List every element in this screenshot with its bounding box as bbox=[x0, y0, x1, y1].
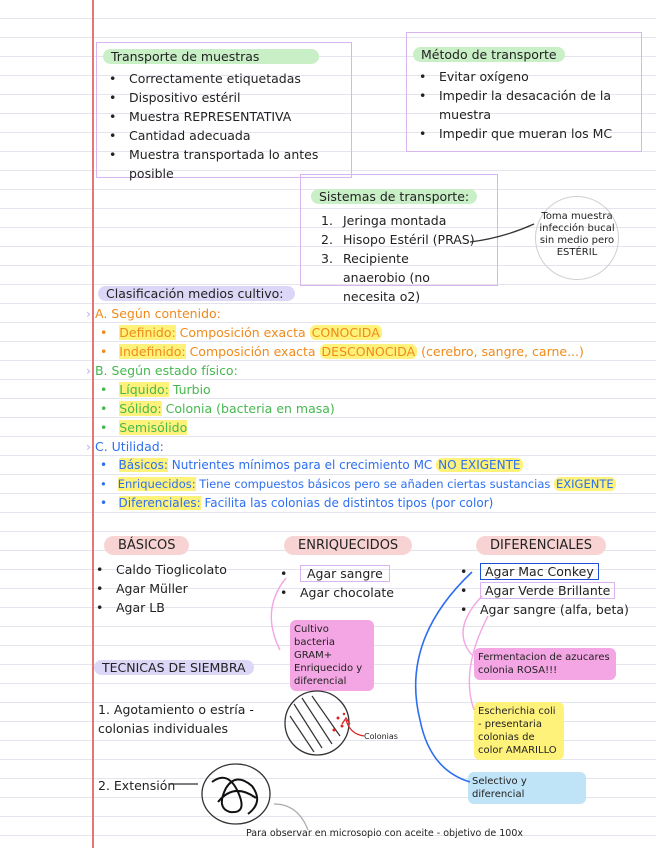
section-b-title: B. Según estado físico: bbox=[94, 363, 238, 378]
basicos-list bbox=[88, 560, 268, 617]
extension-plate-icon bbox=[168, 762, 278, 832]
list-item: • Agar LB bbox=[88, 598, 268, 617]
tecnicas-footer-note: Para observar en microsopio con aceite - objetivo de 100x bbox=[246, 828, 523, 839]
transporte-muestras-box bbox=[96, 42, 352, 181]
list-item: • Líquido: Turbio bbox=[100, 382, 211, 397]
diferenciales-note-amarillo: Escherichia coli - presentaria colonias de color AMARILLO bbox=[474, 702, 564, 760]
sistemas-transporte-list bbox=[321, 211, 491, 306]
sistemas-transporte-title: Sistemas de transporte: bbox=[311, 189, 477, 204]
clasificacion-section-b bbox=[86, 361, 646, 437]
clasificacion-section-a bbox=[86, 304, 646, 361]
list-item: 2. Hisopo Estéril (PRAS) bbox=[321, 232, 475, 247]
enriquecidos-title: ENRIQUECIDOS bbox=[284, 536, 412, 555]
diferenciales-note-rosa: Fermentacion de azucares colonia ROSA!!! bbox=[474, 648, 616, 680]
list-item: • Semisólido bbox=[100, 420, 188, 435]
list-item: • Cantidad adecuada bbox=[101, 126, 347, 145]
list-item: • Definido: Composición exacta CONOCIDA bbox=[100, 325, 380, 340]
metodo-transporte-title: Método de transporte bbox=[413, 47, 565, 62]
section-a-title: A. Según contenido: bbox=[94, 306, 221, 321]
list-item: • Muestra transportada lo antes posible bbox=[101, 145, 329, 183]
list-item: • Caldo Tioglicolato bbox=[88, 560, 268, 579]
list-item: • Impedir que mueran los MC bbox=[411, 124, 633, 143]
tecnicas-title: TECNICAS DE SIEMBRA bbox=[94, 660, 254, 675]
list-item: • Diferenciales: Facilita las colonias de distintos tipos (por color) bbox=[100, 496, 494, 510]
list-item: • Evitar oxígeno bbox=[411, 67, 633, 86]
footer-arrow bbox=[268, 796, 314, 832]
tecnicas-item-agotamiento: 1. Agotamiento o estría - colonias individuales bbox=[98, 702, 254, 736]
transporte-muestras-list bbox=[101, 69, 347, 183]
list-item: • Dispositivo estéril bbox=[101, 88, 347, 107]
esteril-note: Toma muestra infección bucal sin medio pero ESTÉRIL bbox=[535, 196, 619, 280]
list-item: • Indefinido: Composición exacta DESCONOCIDA (cerebro, sangre, carne...) bbox=[100, 344, 584, 359]
list-item: 1. Jeringa montada bbox=[321, 213, 447, 228]
list-item: • Agar chocolate bbox=[272, 583, 452, 602]
colonias-label: Colonias bbox=[364, 732, 398, 741]
enriquecidos-note: Cultivo bacteria GRAM+ Enriquecido y diferencial bbox=[290, 620, 374, 691]
list-item: • Agar Müller bbox=[88, 579, 268, 598]
arrow-icon: › bbox=[86, 439, 91, 454]
list-item: • Agar sangre bbox=[272, 564, 452, 583]
diferenciales-title: DIFERENCIALES bbox=[476, 536, 606, 555]
transporte-muestras-title: Transporte de muestras bbox=[103, 49, 319, 64]
diferenciales-note-selectivo: Selectivo y diferencial bbox=[468, 772, 586, 804]
connector-arrows bbox=[250, 560, 620, 800]
arrow-icon: › bbox=[86, 363, 91, 378]
clasificacion-title: Clasificación medios cultivo: bbox=[98, 286, 295, 301]
clasificacion-section-c bbox=[86, 437, 651, 513]
list-item: • Muestra REPRESENTATIVA bbox=[101, 107, 347, 126]
list-item: • Enriquecidos: Tiene compuestos básicos pero se añaden ciertas sustancias EXIGENTE bbox=[100, 477, 614, 491]
list-item: • Sólido: Colonia (bacteria en masa) bbox=[100, 401, 335, 416]
list-item: 3. Recipiente anaerobio (no necesita o2) bbox=[321, 251, 430, 304]
list-item: • Agar sangre (alfa, beta) bbox=[452, 600, 652, 619]
connector-arrow bbox=[468, 218, 538, 248]
list-item: • Agar Mac Conkey bbox=[452, 562, 652, 581]
section-c-title: C. Utilidad: bbox=[94, 439, 164, 454]
list-item: • Agar Verde Brillante bbox=[452, 581, 652, 600]
arrow-icon: › bbox=[86, 306, 91, 321]
list-item: • Impedir la desacación de la muestra bbox=[411, 86, 633, 124]
tecnicas-item-extension: 2. Extensión bbox=[98, 778, 176, 793]
list-item: • Básicos: Nutrientes mínimos para el crecimiento MC NO EXIGENTE bbox=[100, 458, 521, 472]
basicos-title: BÁSICOS bbox=[104, 536, 189, 555]
metodo-transporte-box bbox=[406, 32, 642, 152]
metodo-transporte-list bbox=[411, 67, 633, 143]
list-item: • Correctamente etiquetadas bbox=[101, 69, 347, 88]
